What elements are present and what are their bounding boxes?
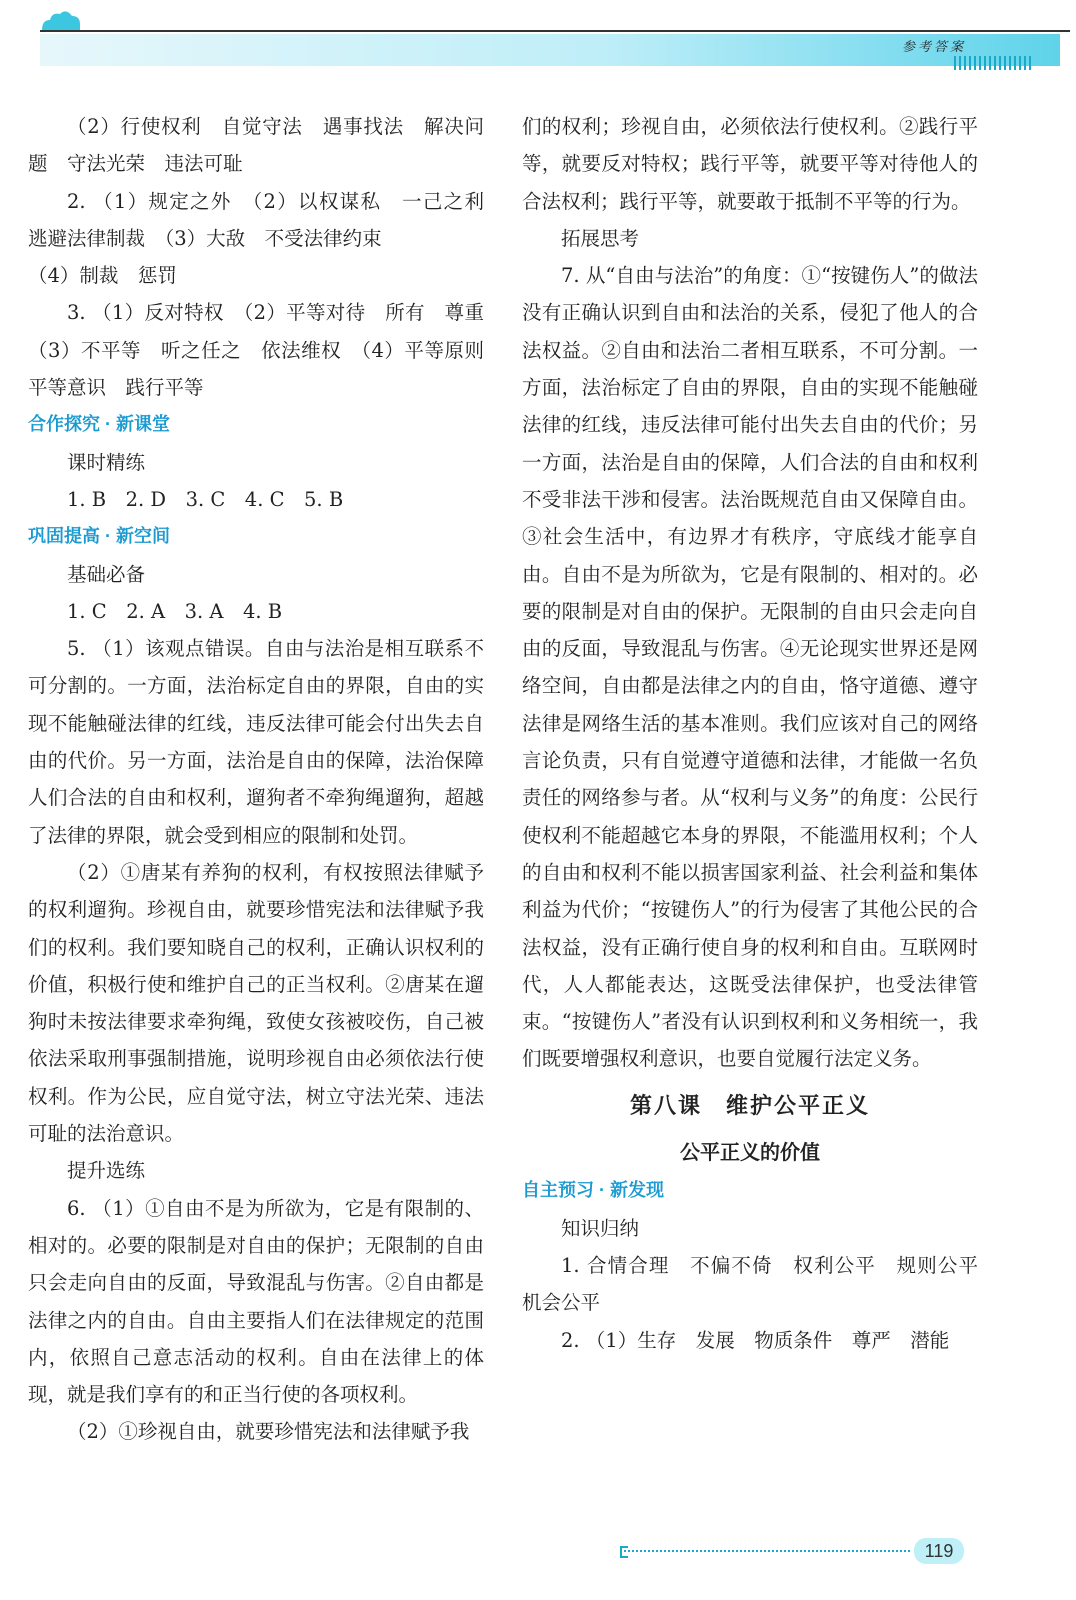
lesson-subtitle: 公平正义的价值 xyxy=(680,1142,820,1165)
lesson-title: 第八课 维护公平正义 xyxy=(629,1092,870,1119)
section-heading: 自主预习 · 新发现 xyxy=(522,1180,664,1201)
paragraph: 1. 合情合理 不偏不倚 权利公平 规则公平 机会公平 xyxy=(522,1253,998,1315)
paragraph: 知识归纳 xyxy=(561,1216,640,1240)
paragraph: 课时精练 xyxy=(67,450,146,474)
paragraph: 1. C 2. A 3. A 4. B xyxy=(67,599,283,623)
cloud-logo-icon xyxy=(40,8,82,32)
paragraph: 5. （1）该观点错误。自由与法治是相互联系不可分割的。一方面，法治标定自由的界限，自由的实现不能触碰法律的红线，违反法律可能会付出失去自由的代价。另一方面，法治是自由的保障，法治保障人们合法的自由和权利，遛狗者不牵狗绳遛狗，超越了法律的界限，就会受到相应的限制和处罚。 xyxy=(28,637,484,847)
paragraph: 们的权利；珍视自由，必须依法行使权利。②践行平等，就要反对特权；践行平等，就要平等对待他人的合法权利；践行平等，就要敢于抵制不平等的行为。 xyxy=(522,115,978,213)
left-column xyxy=(28,108,504,1451)
footer-dotted-line xyxy=(620,1550,910,1552)
paragraph: 7. 从“自由与法治”的角度：①“按键伤人”的做法没有正确认识到自由和法治的关系，侵犯了他人的合法权益。②自由和法治二者相互联系，不可分割。一方面，法治标定了自由的界限，自由的实现不能触碰法律的红线，违反法律可能付出失去自由的代价；另一方面，法治是自由的保障，人们合法的自由和权利不受非法干涉和侵害。法治既规范自由又保障自由。③社会生活中，有边界才有秩序，守底线才能享自由。自由不是为所欲为，它是有限制的、相对的。必要的限制是对自由的保护。无限制的自由只会走向自由的反面，导致混乱与伤害。④无论现实世界还是网络空间，自由都是法律之内的自由，恪守道德、遵守法律是网络生活的基本准则。我们应该对自己的网络言论负责，只有自觉遵守道德和法律，才能做一名负责任的网络参与者。从“权利与义务”的角度：公民行使权利不能超越它本身的界限，不能滥用权利；个人的自由和权利不能以损害国家利益、社会利益和集体利益为代价；“按键伤人”的行为侵害了其他公民的合法权益，没有正确行使自身的权利和自由。互联网时代，人人都能表达，这既受法律保护，也受法律管束。“按键伤人”者没有认识到权利和义务相统一，我们既要增强权利意识，也要自觉履行法定义务。 xyxy=(522,264,978,1071)
paragraph: 基础必备 xyxy=(67,562,146,586)
paragraph: （2）①珍视自由，就要珍惜宪法和法律赋予我 xyxy=(67,1420,470,1444)
paragraph: （2）①唐某有养狗的权利，有权按照法律赋予的权利遛狗。珍视自由，就要珍惜宪法和法律赋予我们的权利。我们要知晓自己的权利，正确认识权利的价值，积极行使和维护自己的正当权利。②唐某在遛狗时未按法律要求牵狗绳，致使女孩被咬伤，自己被依法采取刑事强制措施，说明珍视自由必须依法行使权利。作为公民，应自觉守法，树立守法光荣、违法可耻的法治意识。 xyxy=(28,860,484,1146)
spacer xyxy=(522,1078,978,1088)
spacer xyxy=(522,1125,978,1135)
header-rule xyxy=(40,30,1070,32)
paragraph: 3. （1）反对特权 （2）平等对待 所有 尊重 （3）不平等 听之任之 依法维权 （4）平等原则 平等意识 践行平等 xyxy=(28,301,504,400)
page-number: 119 xyxy=(914,1538,964,1564)
paragraph: 1. B 2. D 3. C 4. C 5. B xyxy=(67,487,344,511)
page-header xyxy=(0,0,1076,80)
paragraph: 2. （1）规定之外 （2）以权谋私 一己之利 逃避法律制裁 （3）大敌 不受法律约束 xyxy=(28,189,504,250)
paragraph: （2）行使权利 自觉守法 遇事找法 解决问题 守法光荣 违法可耻 xyxy=(28,115,484,176)
page-footer xyxy=(620,1536,1050,1566)
paragraph: （4）制裁 惩罚 xyxy=(28,264,177,288)
paragraph: 拓展思考 xyxy=(561,226,640,250)
paragraph: 2. （1）生存 发展 物质条件 尊严 潜能 xyxy=(561,1328,950,1352)
paragraph: 提升选练 xyxy=(67,1159,146,1183)
header-title: 参考答案 xyxy=(901,40,966,55)
section-heading: 巩固提高 · 新空间 xyxy=(28,526,170,547)
footer-bracket xyxy=(620,1546,628,1558)
section-heading: 合作探究 · 新课堂 xyxy=(28,414,170,435)
paragraph: 6. （1）①自由不是为所欲为，它是有限制的、相对的。必要的限制是对自由的保护；无限制的自由只会走向自由的反面，导致混乱与伤害。②自由都是法律之内的自由。自由主要指人们在法律规定的范围内，依照自己意志活动的权利。自由在法律上的体现，就是我们享有的和正当行使的各项权利。 xyxy=(28,1196,484,1407)
header-bars xyxy=(954,56,1034,70)
right-column xyxy=(522,108,998,1359)
